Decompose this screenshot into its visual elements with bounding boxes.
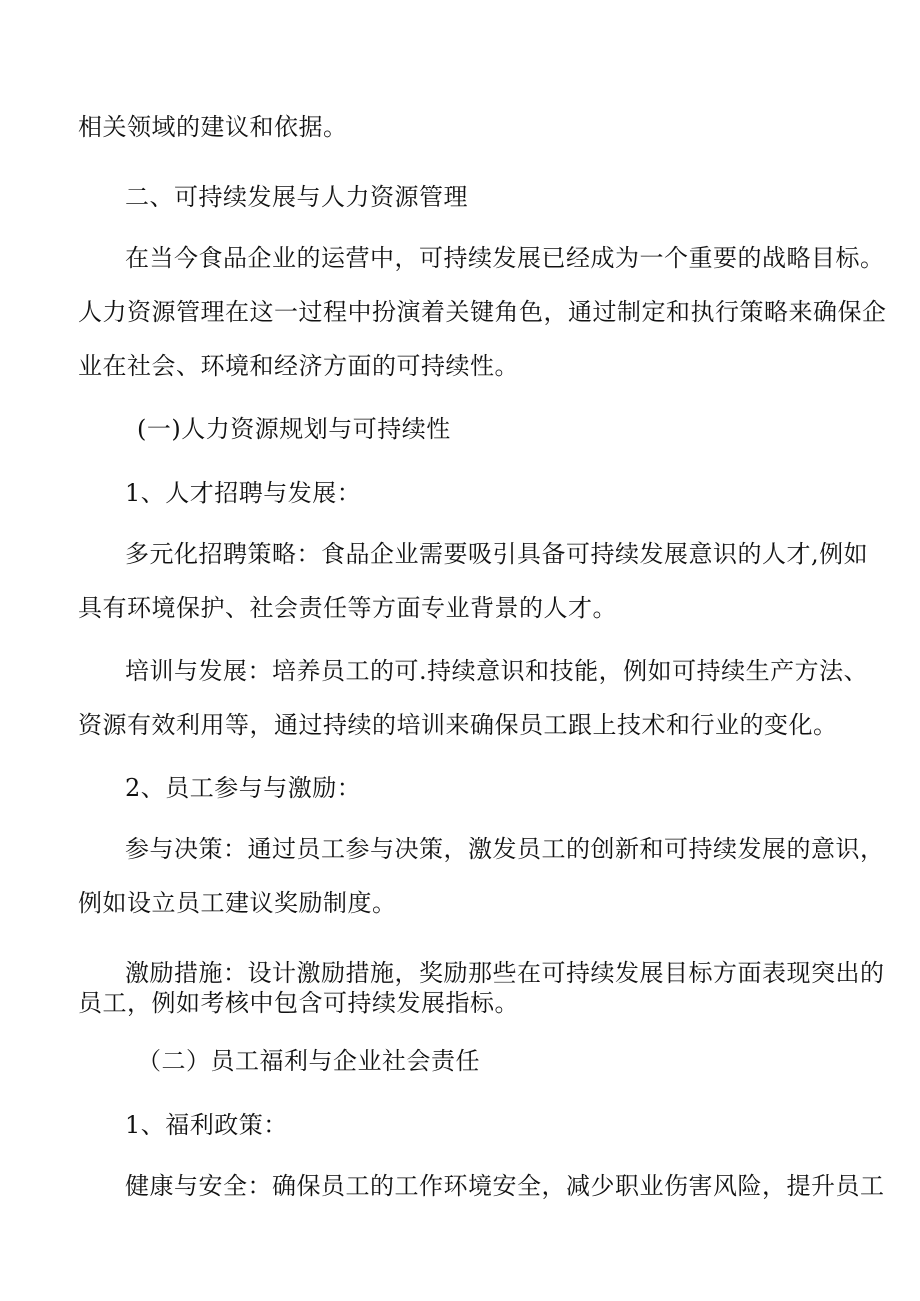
text-line: 相关领域的建议和依据。 — [78, 113, 348, 141]
paragraph-line: 业在社会、环境和经济方面的可持续性。 — [78, 352, 519, 380]
paragraph-line: 健康与安全：确保员工的工作环境安全，减少职业伤害风险，提升员工 — [125, 1172, 885, 1200]
paragraph-line: 参与决策：通过员工参与决策，激发员工的创新和可持续发展的意识， — [125, 835, 885, 863]
paragraph-line: 具有环境保护、社会责任等方面专业背景的人才。 — [78, 594, 617, 622]
subsection-heading: (一)人力资源规划与可持续性 — [137, 415, 451, 443]
list-heading: 1、人才招聘与发展： — [125, 479, 362, 507]
section-heading: 二、可持续发展与人力资源管理 — [125, 183, 468, 211]
paragraph-line: 人力资源管理在这一过程中扮演着关键角色，通过制定和执行策略来确保企 — [78, 298, 887, 326]
paragraph-line: 例如设立员工建议奖励制度。 — [78, 889, 397, 917]
list-heading: 1、福利政策： — [125, 1111, 288, 1139]
paragraph-line: 激励措施：设计激励措施，奖励那些在可持续发展目标方面表现突出的 — [125, 959, 885, 987]
paragraph-line: 资源有效利用等，通过持续的培训来确保员工跟上技术和行业的变化。 — [78, 711, 838, 739]
paragraph-line: 在当今食品企业的运营中，可持续发展已经成为一个重要的战略目标。 — [125, 244, 885, 272]
list-heading: 2、员工参与与激励： — [125, 774, 362, 802]
paragraph-line: 培训与发展：培养员工的可.持续意识和技能，例如可持续生产方法、 — [125, 657, 869, 685]
paragraph-line: 员工，例如考核中包含可持续发展指标。 — [78, 989, 519, 1017]
paragraph-line: 多元化招聘策略：食品企业需要吸引具备可持续发展意识的人才,例如 — [125, 540, 869, 568]
subsection-heading: （二）员工福利与企业社会责任 — [137, 1047, 480, 1075]
